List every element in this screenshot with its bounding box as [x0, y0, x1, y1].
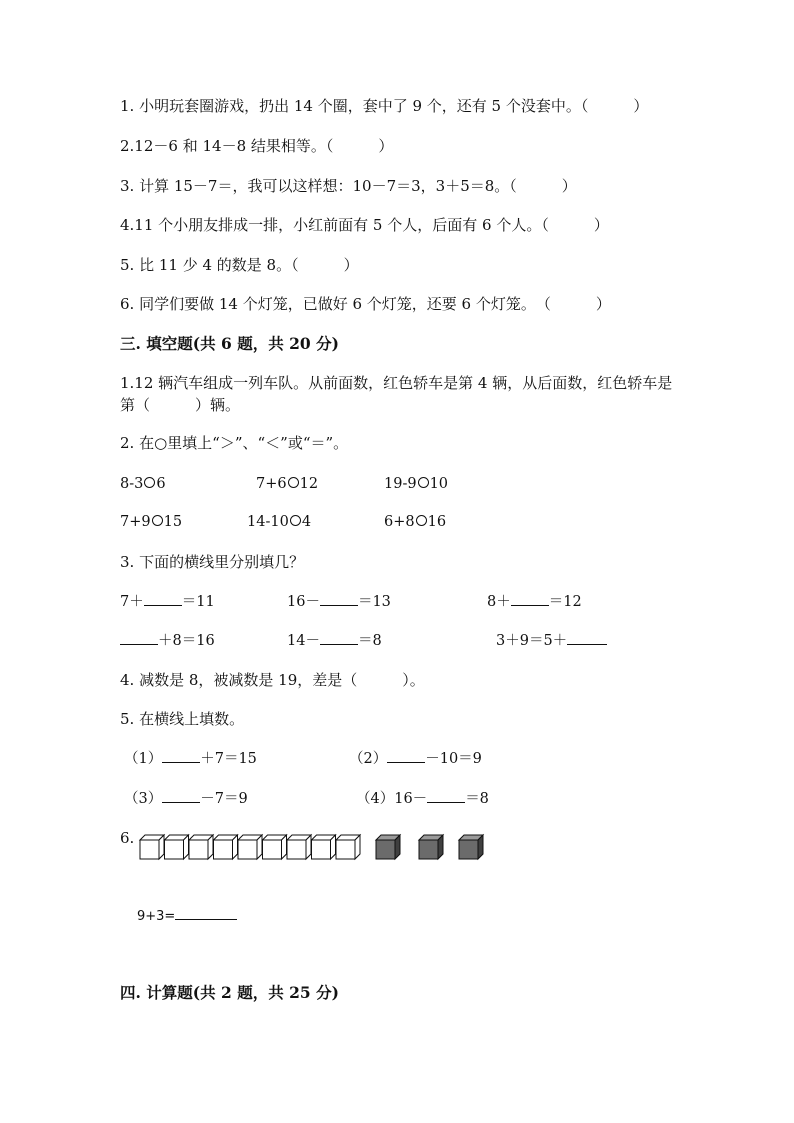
blank-equation: 3＋9＝5＋ [496, 630, 607, 651]
fill-question-5-title: 5. 在横线上填数。 [120, 710, 245, 728]
blank-equation: 7＋ ＝11 [120, 591, 215, 612]
section-4-heading: 四. 计算题(共 2 题，共 25 分) [120, 983, 339, 1002]
judge-item-3: 3. 计算 15－7＝，我可以这样想：10－7＝3，3＋5＝8。（ ） [120, 177, 577, 195]
answer-blank[interactable] [511, 591, 549, 606]
answer-blank[interactable] [387, 748, 425, 763]
cube-equation: 9+3= [137, 906, 237, 924]
compare-item: 7+9 15 [120, 514, 183, 530]
compare-circle[interactable] [152, 515, 163, 526]
judge-item-6: 6. 同学们要做 14 个灯笼，已做好 6 个灯笼，还要 6 个灯笼。 （ ） [120, 295, 611, 313]
blank-equation: 14－ ＝8 [287, 630, 382, 651]
blank-equation: 16－ ＝13 [287, 591, 391, 612]
compare-item: 19-9 10 [384, 476, 449, 492]
white-cube [140, 835, 164, 859]
white-cube [165, 835, 189, 859]
blank-equation: （2） －10＝9 [349, 748, 482, 769]
answer-blank[interactable] [162, 788, 200, 803]
compare-circle[interactable] [288, 477, 299, 488]
white-cube [336, 835, 360, 859]
blank-equation: ＋8＝16 [120, 630, 215, 651]
judge-item-2: 2.12－6 和 14－8 结果相等。（ ） [120, 137, 394, 155]
fill-question-1: 1.12 辆汽车组成一列车队。从前面数，红色轿车是第 4 辆，从后面数，红色轿车是第（ ）辆。 [120, 374, 673, 414]
compare-item: 6+8 16 [384, 514, 447, 530]
white-cube [312, 835, 336, 859]
compare-item: 8-3 6 [120, 476, 166, 492]
gray-cube [419, 835, 443, 859]
judge-item-1: 1. 小明玩套圈游戏，扔出 14 个圈，套中了 9 个，还有 5 个没套中。（ ） [120, 97, 649, 115]
compare-item: 7+6 12 [256, 476, 319, 492]
compare-circle[interactable] [144, 477, 155, 488]
answer-blank[interactable] [162, 748, 200, 763]
answer-blank[interactable] [144, 591, 182, 606]
compare-circle[interactable] [290, 515, 301, 526]
white-cube [189, 835, 213, 859]
answer-blank[interactable] [567, 630, 607, 645]
answer-blank[interactable] [175, 906, 237, 920]
compare-circle[interactable] [416, 515, 427, 526]
fill-question-3-title: 3. 下面的横线里分别填几？ [120, 553, 305, 571]
blank-equation: （3） －7＝9 [124, 788, 248, 809]
gray-cube [459, 835, 483, 859]
compare-item: 14-10 4 [247, 514, 312, 530]
gray-cube [376, 835, 400, 859]
judge-item-5: 5. 比 11 少 4 的数是 8。（ ） [120, 256, 359, 274]
blank-equation: （1） ＋7＝15 [124, 748, 257, 769]
fill-question-4: 4. 减数是 8，被减数是 19，差是（ ）。 [120, 671, 425, 689]
blank-equation: 8＋ ＝12 [487, 591, 582, 612]
answer-blank[interactable] [320, 630, 358, 645]
blank-equation: （4）16－ ＝8 [356, 788, 489, 809]
judge-item-4: 4.11 个小朋友排成一排，小红前面有 5 个人，后面有 6 个人。（ ） [120, 216, 609, 234]
compare-circle[interactable] [418, 477, 429, 488]
answer-blank[interactable] [427, 788, 465, 803]
answer-blank[interactable] [120, 630, 158, 645]
fill-question-6-number: 6. [120, 829, 135, 847]
white-cube [238, 835, 262, 859]
white-cube [287, 835, 311, 859]
white-cube [214, 835, 238, 859]
answer-blank[interactable] [320, 591, 358, 606]
fill-question-2-title: 2. 在○里填上“＞”、“＜”或“＝”。 [120, 434, 349, 452]
section-3-heading: 三. 填空题(共 6 题，共 20 分) [120, 334, 339, 353]
white-cube [263, 835, 287, 859]
cubes-picture [138, 832, 498, 864]
